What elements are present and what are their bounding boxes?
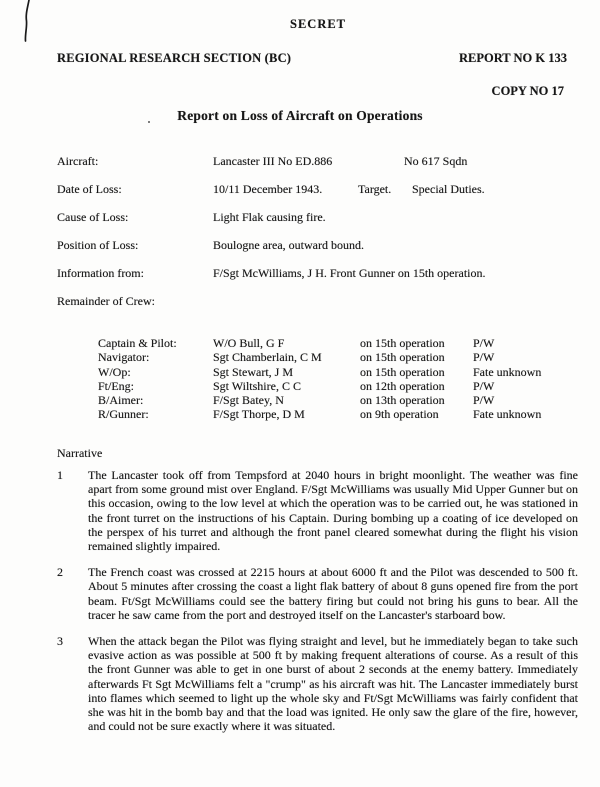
information-from-label: Information from: [57, 266, 144, 280]
information-from-value: F/Sgt McWilliams, J H. Front Gunner on 15th operation. [213, 266, 486, 280]
crew-role: Captain & Pilot: [98, 336, 177, 350]
document-title: Report on Loss of Aircraft on Operations [177, 108, 423, 123]
crew-role: B/Aimer: [98, 393, 144, 408]
crew-fate: P/W [473, 336, 495, 350]
crew-name: W/O Bull, G F [213, 336, 285, 350]
pen-stroke-artifact-icon [20, 0, 34, 42]
crew-row-rear-gunner [0, 407, 600, 421]
position-of-loss-label: Position of Loss: [57, 238, 139, 252]
date-of-loss-label: Date of Loss: [57, 182, 122, 196]
target-value: Special Duties. [412, 182, 485, 196]
paragraph-text: The Lancaster took off from Tempsford at 2040 hours in bright moonlight. The weather was fine apart from some ground mist over England. F/Sgt McWilliams was usually Mid Upper Gunner but on this occasion, owing to the low level at which the operation was to be carried out, he was stationed in the front turret on the instructions of his Captain. During bombing up a coating of ice developed on the perspex of his turret and although the front panel cleared somewhat during the flight his vision remained slightly impaired. [88, 468, 578, 554]
crew-fate: P/W [473, 350, 495, 365]
copy-number: COPY NO 17 [491, 84, 564, 98]
crew-fate: Fate unknown [473, 407, 542, 422]
crew-row-navigator [0, 350, 600, 364]
scan-speck-artifact [148, 121, 150, 123]
crew-fate: P/W [473, 393, 495, 408]
section-heading: REGIONAL RESEARCH SECTION (BC) [57, 51, 292, 65]
crew-row-wireless-operator [0, 365, 600, 379]
crew-fate: Fate unknown [473, 364, 542, 379]
field-row-aircraft [0, 154, 600, 170]
paragraph-number: 3 [57, 634, 63, 649]
position-of-loss-value: Boulogne area, outward bound. [213, 238, 364, 252]
target-label: Target. [358, 182, 392, 196]
crew-operation: on 15th operation [360, 336, 445, 350]
crew-name: Sgt Stewart, J M [213, 364, 294, 379]
squadron-value: No 617 Sqdn [404, 154, 468, 168]
aircraft-label: Aircraft: [57, 154, 99, 168]
paragraph-number: 2 [57, 565, 63, 580]
narrative-heading: Narrative [57, 446, 103, 460]
crew-operation: on 13th operation [360, 393, 445, 408]
crew-table [0, 336, 600, 422]
remainder-of-crew-label: Remainder of Crew: [57, 294, 155, 308]
paragraph-text: The French coast was crossed at 2215 hours at about 6000 ft and the Pilot was descended to 500 ft. About 5 minutes after crossing the coast a light flak battery of about 8 guns opened fire from the port beam. Ft/Sgt McWilliams could see the battery firing but could not bring his guns to bear. All the tracer he saw came from the port and destroyed itself on the Lancaster's starboard bow. [88, 565, 578, 622]
crew-row-bomb-aimer [0, 393, 600, 407]
field-row-cause-of-loss [0, 210, 600, 226]
report-number: REPORT NO K 133 [458, 51, 567, 65]
crew-role: R/Gunner: [98, 407, 149, 422]
crew-row-captain-pilot [0, 336, 600, 350]
narrative-paragraph-3 [57, 634, 578, 733]
crew-operation: on 15th operation [360, 350, 445, 365]
crew-operation: on 9th operation [360, 407, 439, 422]
aircraft-value: Lancaster III No ED.886 [213, 154, 333, 168]
paragraph-number: 1 [57, 468, 63, 482]
crew-name: Sgt Wiltshire, C C [213, 378, 301, 393]
cause-of-loss-label: Cause of Loss: [57, 210, 129, 224]
classification-banner: SECRET [290, 17, 347, 31]
field-row-position-of-loss [0, 238, 600, 254]
field-row-remainder-of-crew [0, 294, 600, 310]
narrative-paragraph-1 [57, 468, 578, 553]
crew-role: W/Op: [98, 364, 131, 379]
crew-name: Sgt Chamberlain, C M [213, 350, 322, 365]
crew-fate: P/W [473, 378, 495, 393]
cause-of-loss-value: Light Flak causing fire. [213, 210, 326, 224]
crew-operation: on 15th operation [360, 364, 445, 379]
crew-name: F/Sgt Batey, N [213, 393, 284, 408]
field-row-date-of-loss [0, 182, 600, 198]
paragraph-text: When the attack began the Pilot was flying straight and level, but he immediately began to take such evasive action as was possible at 500 ft by making frequent alterations of course. As a result of this the front Gunner was able to get in one burst of about 2 seconds at the enemy battery. Immediately afterwards Ft Sgt McWilliams felt a "crump" as his aircraft was hit. The Lancaster immediately burst into flames which seemed to light up the whole sky and Ft/Sgt McWilliams was fairly confident that she was hit in the bomb bay and that the load was ignited. He only saw the glare of the fire, however, and could not be sure exactly where it was situated. [88, 634, 578, 734]
narrative-section [57, 468, 578, 745]
narrative-paragraph-2 [57, 565, 578, 622]
field-row-information-from [0, 266, 600, 282]
crew-role: Ft/Eng: [98, 378, 135, 393]
crew-name: F/Sgt Thorpe, D M [213, 407, 305, 422]
crew-operation: on 12th operation [360, 378, 445, 393]
date-of-loss-value: 10/11 December 1943. [213, 182, 323, 196]
crew-role: Navigator: [98, 350, 150, 365]
crew-row-flight-engineer [0, 379, 600, 393]
